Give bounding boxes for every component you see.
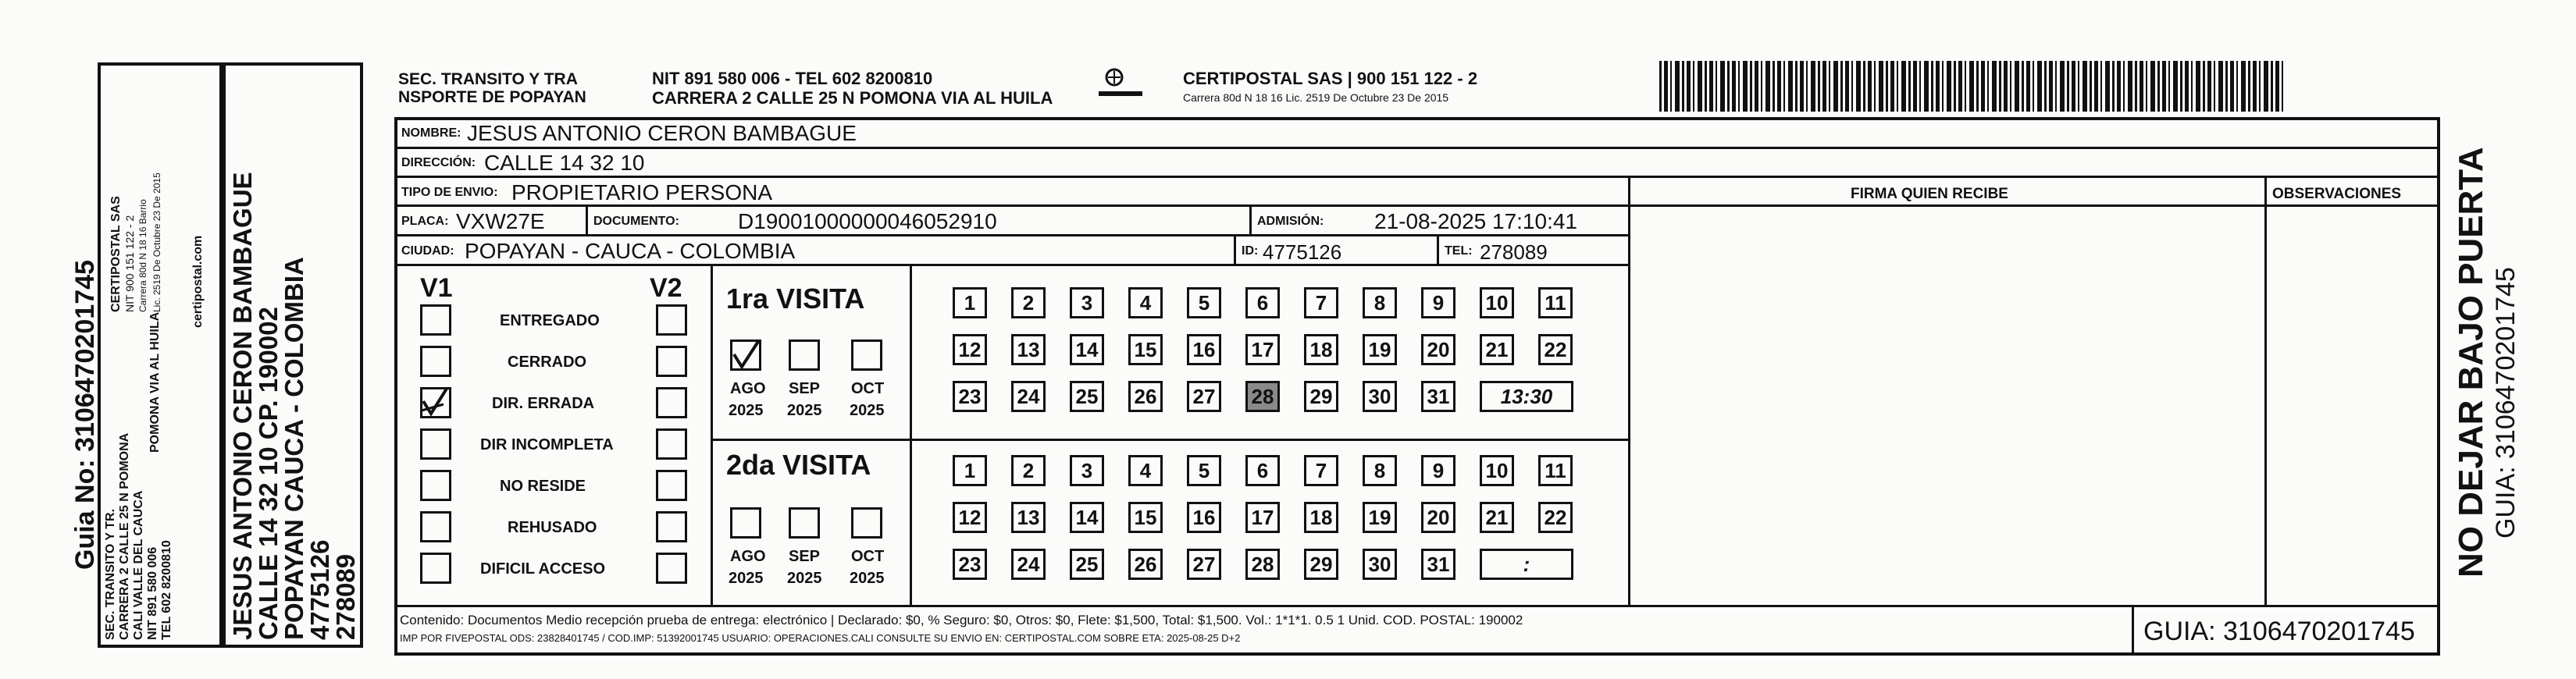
- first-visit-time-box[interactable]: 13:30: [1480, 381, 1573, 412]
- first-visit-month-label: OCT: [851, 380, 885, 397]
- placa-label: PLACA:: [401, 215, 449, 228]
- first-visit-day[interactable]: 8: [1363, 287, 1397, 318]
- v2-checkbox-no-reside[interactable]: [656, 470, 687, 501]
- status-dificil-acceso-label: DIFICIL ACCESO: [480, 560, 606, 578]
- status-cerrado-label: CERRADO: [508, 354, 587, 371]
- admision-value: 21-08-2025 17:10:41: [1374, 209, 1577, 233]
- first-visit-year-label: 2025: [729, 402, 764, 419]
- certipostal-logo-icon: [1097, 66, 1144, 109]
- v1-checkbox-no-reside[interactable]: [420, 470, 451, 501]
- first-visit-month-sep[interactable]: [789, 340, 820, 371]
- first-visit-day[interactable]: 30: [1363, 381, 1397, 412]
- id-value: 4775126: [1263, 240, 1342, 264]
- stub-recipient-line: 4775126: [305, 539, 334, 640]
- second-visit-day[interactable]: 31: [1421, 549, 1455, 580]
- first-visit-day[interactable]: 19: [1363, 334, 1397, 365]
- first-visit-day[interactable]: 28: [1245, 381, 1280, 412]
- second-visit-time-box[interactable]: :: [1480, 549, 1573, 580]
- second-visit-day[interactable]: 16: [1187, 502, 1221, 533]
- second-visit-month-ago[interactable]: [730, 507, 761, 539]
- stub-certipostal-line: Lic. 2519 De Octubre 23 De 2015: [151, 172, 162, 312]
- tipo-envio-label: TIPO DE ENVIO:: [401, 186, 498, 199]
- first-visit-day[interactable]: 23: [953, 381, 987, 412]
- documento-value: D19001000000046052910: [738, 209, 997, 233]
- first-visit-day[interactable]: 9: [1421, 287, 1455, 318]
- first-visit-day[interactable]: 24: [1011, 381, 1046, 412]
- second-visit-year-label: 2025: [850, 570, 885, 587]
- second-visit-day[interactable]: 11: [1538, 455, 1573, 486]
- status-no-reside-label: NO RESIDE: [500, 478, 586, 495]
- sender-name-2: NSPORTE DE POPAYAN: [398, 88, 586, 106]
- first-visit-day[interactable]: 10: [1480, 287, 1514, 318]
- v1-checkbox-cerrado[interactable]: [420, 346, 451, 377]
- v2-label: V2: [650, 273, 682, 303]
- stub-recipient-line: 278089: [331, 553, 360, 640]
- first-visit-day[interactable]: 17: [1245, 334, 1280, 365]
- second-visit-month-label: SEP: [789, 548, 821, 565]
- stub-web: certipostal.com: [191, 235, 205, 328]
- second-visit-day[interactable]: 20: [1421, 502, 1455, 533]
- first-visit-month-label: SEP: [789, 380, 821, 397]
- check-mark-icon: [420, 387, 451, 418]
- status-entregado-label: ENTREGADO: [500, 312, 600, 329]
- first-visit-day[interactable]: 18: [1304, 334, 1338, 365]
- stub-certipostal-line: Carrera 80d N 18 16 Barrio: [137, 199, 148, 312]
- direccion-value: CALLE 14 32 10: [484, 151, 645, 175]
- first-visit-day[interactable]: 22: [1538, 334, 1573, 365]
- status-rehusado-label: REHUSADO: [508, 519, 597, 536]
- check-mark-icon: [729, 337, 764, 371]
- placa-value: VXW27E: [456, 209, 545, 233]
- ciudad-label: CIUDAD:: [401, 244, 454, 258]
- first-visit-day[interactable]: 12: [953, 334, 987, 365]
- first-visit-day[interactable]: 21: [1480, 334, 1514, 365]
- v1-checkbox-dir-errada[interactable]: [420, 387, 451, 418]
- tel-value: 278089: [1480, 240, 1548, 264]
- stub-certipostal-line: CERTIPOSTAL SAS: [109, 196, 123, 312]
- first-visit-day[interactable]: 16: [1187, 334, 1221, 365]
- nombre-value: JESUS ANTONIO CERON BAMBAGUE: [467, 121, 857, 145]
- guia-number-vertical: Guia No: 3106470201745: [70, 260, 100, 570]
- stub-recipient-line: POPAYAN CAUCA - COLOMBIA: [280, 257, 308, 640]
- second-visit-day[interactable]: 28: [1245, 549, 1280, 580]
- direccion-label: DIRECCIÓN:: [401, 156, 476, 169]
- second-visit-day[interactable]: 19: [1363, 502, 1397, 533]
- company-license: Carrera 80d N 18 16 Lic. 2519 De Octubre 23 De 2015: [1183, 91, 1449, 104]
- v1-checkbox-rehusado[interactable]: [420, 511, 451, 542]
- second-visit-day[interactable]: 12: [953, 502, 987, 533]
- second-visit-day[interactable]: 18: [1304, 502, 1338, 533]
- second-visit-day[interactable]: 6: [1245, 455, 1280, 486]
- documento-label: DOCUMENTO:: [593, 215, 679, 228]
- first-visit-day[interactable]: 7: [1304, 287, 1338, 318]
- first-visit-day[interactable]: 5: [1187, 287, 1221, 318]
- stub-sender-line: NIT 891 580 006: [146, 546, 159, 640]
- second-visit-month-label: OCT: [851, 548, 885, 565]
- v1-checkbox-entregado[interactable]: [420, 304, 451, 336]
- v1-label: V1: [420, 273, 453, 303]
- company-name: CERTIPOSTAL SAS | 900 151 122 - 2: [1183, 69, 1478, 88]
- second-visit-day[interactable]: 26: [1128, 549, 1163, 580]
- first-visit-month-label: AGO: [730, 380, 766, 397]
- second-visit-year-label: 2025: [787, 570, 822, 587]
- footer-line-1: Contenido: Documentos Medio recepción prueba de entrega: electrónico | Declarado: $0, % Seguro: $0, Otros: $0, Flete: $1,500, Total: $1,500. Vol.: 1*1*1. 0.5 1 Unid. COD. POSTAL: 190002: [400, 613, 1523, 627]
- stub-sender-line: SEC. TRANSITO Y TR.: [104, 508, 117, 640]
- first-visit-year-label: 2025: [850, 402, 885, 419]
- footer-line-2: IMP POR FIVEPOSTAL ODS: 23828401745 / COD.IMP: 51392001745 USUARIO: OPERACIONES.CALI CONSULTE SU ENVIO EN: CERTIPOSTAL.COM SOBRE ETA: 2025-08-25 D+2: [400, 632, 1241, 644]
- first-visit-day[interactable]: 25: [1070, 381, 1104, 412]
- stub-sender-line: CALI VALLE DEL CAUCA: [132, 490, 145, 640]
- second-visit-day[interactable]: 10: [1480, 455, 1514, 486]
- first-visit-day[interactable]: 13: [1011, 334, 1046, 365]
- first-visit-day[interactable]: 2: [1011, 287, 1046, 318]
- stub-sender-line: CARRERA 2 CALLE 25 N POMONA: [118, 432, 131, 640]
- second-visit-day[interactable]: 7: [1304, 455, 1338, 486]
- first-visit-day[interactable]: 27: [1187, 381, 1221, 412]
- stub-certipostal-line: NIT 900 151 122 - 2: [123, 215, 136, 312]
- v2-checkbox-dir-incompleta[interactable]: [656, 428, 687, 460]
- second-visit-month-sep[interactable]: [789, 507, 820, 539]
- barcode: [1659, 61, 2284, 112]
- second-visit-day[interactable]: 1: [953, 455, 987, 486]
- v2-checkbox-dir-errada[interactable]: [656, 387, 687, 418]
- footer-guia: GUIA: 3106470201745: [2143, 617, 2415, 646]
- first-visit-month-oct[interactable]: [851, 340, 882, 371]
- stub-sender-mid: POMONA VIA AL HUILA: [148, 311, 162, 453]
- second-visit-day[interactable]: 29: [1304, 549, 1338, 580]
- sender-address: CARRERA 2 CALLE 25 N POMONA VIA AL HUILA: [652, 88, 1053, 108]
- first-visit-year-label: 2025: [787, 402, 822, 419]
- second-visit-year-label: 2025: [729, 570, 764, 587]
- second-visit-day[interactable]: 25: [1070, 549, 1104, 580]
- no-dejar-bajo-puerta: NO DEJAR BAJO PUERTA: [2452, 147, 2490, 578]
- status-dir-incompleta-label: DIR INCOMPLETA: [480, 436, 614, 453]
- sender-nit-tel: NIT 891 580 006 - TEL 602 8200810: [652, 69, 933, 88]
- first-visit-title: 1ra VISITA: [726, 283, 865, 315]
- first-visit-day[interactable]: 20: [1421, 334, 1455, 365]
- first-visit-day[interactable]: 4: [1128, 287, 1163, 318]
- second-visit-day[interactable]: 30: [1363, 549, 1397, 580]
- observaciones-header: OBSERVACIONES: [2272, 186, 2402, 202]
- second-visit-day[interactable]: 22: [1538, 502, 1573, 533]
- stub-recipient-line: CALLE 14 32 10 CP. 190002: [254, 307, 283, 640]
- second-visit-day[interactable]: 3: [1070, 455, 1104, 486]
- sender-name-1: SEC. TRANSITO Y TRA: [398, 70, 578, 88]
- stub-sender-line: TEL 602 8200810: [160, 540, 173, 640]
- second-visit-title: 2da VISITA: [726, 449, 871, 481]
- second-visit-day[interactable]: 17: [1245, 502, 1280, 533]
- first-visit-month-ago[interactable]: [730, 340, 761, 371]
- ciudad-value: POPAYAN - CAUCA - COLOMBIA: [465, 239, 796, 263]
- second-visit-day[interactable]: 21: [1480, 502, 1514, 533]
- second-visit-day[interactable]: 15: [1128, 502, 1163, 533]
- second-visit-month-label: AGO: [730, 548, 766, 565]
- second-visit-day[interactable]: 13: [1011, 502, 1046, 533]
- v2-checkbox-entregado[interactable]: [656, 304, 687, 336]
- stub-recipient-line: JESUS ANTONIO CERON BAMBAGUE: [228, 172, 257, 640]
- tipo-envio-value: PROPIETARIO PERSONA: [511, 180, 772, 204]
- first-visit-day[interactable]: 1: [953, 287, 987, 318]
- second-visit-day[interactable]: 4: [1128, 455, 1163, 486]
- firma-header: FIRMA QUIEN RECIBE: [1851, 186, 2008, 202]
- second-visit-day[interactable]: 14: [1070, 502, 1104, 533]
- second-visit-day[interactable]: 23: [953, 549, 987, 580]
- first-visit-day[interactable]: 15: [1128, 334, 1163, 365]
- admision-label: ADMISIÓN:: [1257, 215, 1324, 228]
- first-visit-day[interactable]: 3: [1070, 287, 1104, 318]
- second-visit-day[interactable]: 9: [1421, 455, 1455, 486]
- first-visit-day[interactable]: 31: [1421, 381, 1455, 412]
- second-visit-day[interactable]: 5: [1187, 455, 1221, 486]
- id-label: ID:: [1242, 244, 1259, 258]
- second-visit-day[interactable]: 27: [1187, 549, 1221, 580]
- second-visit-day[interactable]: 2: [1011, 455, 1046, 486]
- first-visit-day[interactable]: 6: [1245, 287, 1280, 318]
- v1-checkbox-dificil-acceso[interactable]: [420, 553, 451, 584]
- v2-checkbox-dificil-acceso[interactable]: [656, 553, 687, 584]
- second-visit-day[interactable]: 24: [1011, 549, 1046, 580]
- v2-checkbox-cerrado[interactable]: [656, 346, 687, 377]
- v1-checkbox-dir-incompleta[interactable]: [420, 428, 451, 460]
- second-visit-month-oct[interactable]: [851, 507, 882, 539]
- right-guia-number: GUIA: 3106470201745: [2491, 267, 2521, 539]
- nombre-label: NOMBRE:: [401, 126, 461, 140]
- first-visit-day[interactable]: 29: [1304, 381, 1338, 412]
- first-visit-day[interactable]: 26: [1128, 381, 1163, 412]
- first-visit-day[interactable]: 14: [1070, 334, 1104, 365]
- tel-label: TEL:: [1445, 244, 1473, 258]
- first-visit-day[interactable]: 11: [1538, 287, 1573, 318]
- v2-checkbox-rehusado[interactable]: [656, 511, 687, 542]
- status-dir-errada-label: DIR. ERRADA: [492, 395, 595, 412]
- second-visit-day[interactable]: 8: [1363, 455, 1397, 486]
